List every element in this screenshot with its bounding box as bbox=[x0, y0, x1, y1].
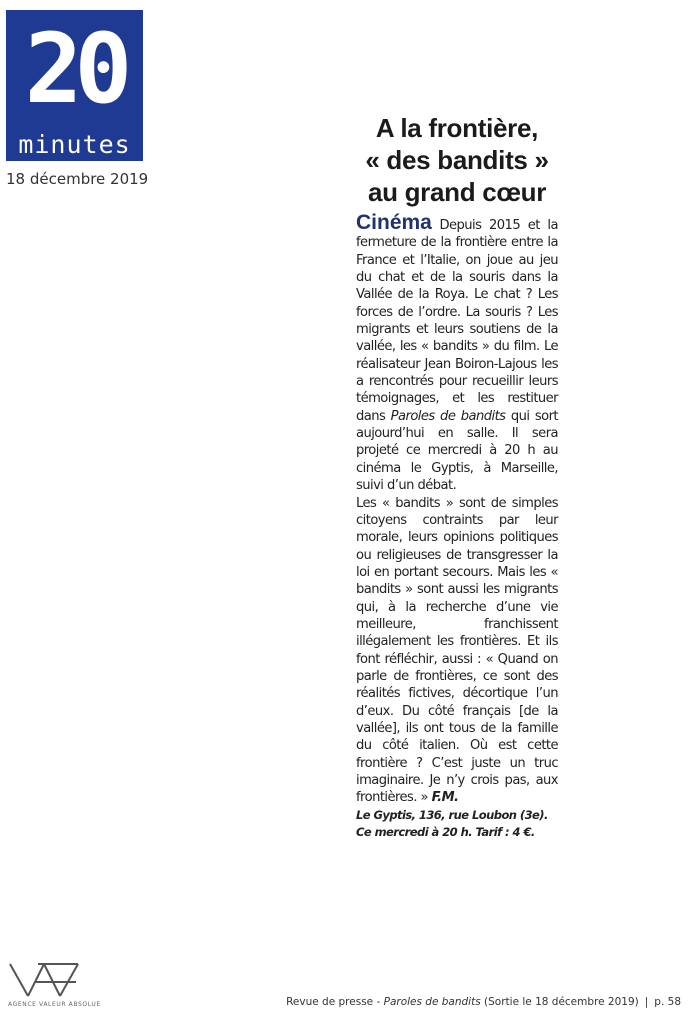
page-number: p. 58 bbox=[654, 996, 681, 1008]
footer-prefix: Revue de presse - bbox=[286, 996, 384, 1008]
paragraph-2 bbox=[356, 495, 558, 807]
paragraph-1-end: qui sort aujourd’hui en salle. Il sera projeté ce mercredi à 20 h au cinéma le Gyptis, à Marseille, suivi d’un débat. bbox=[356, 408, 558, 494]
publication-date: 18 décembre 2019 bbox=[6, 170, 149, 188]
film-title: Paroles de bandits bbox=[390, 408, 506, 424]
article-headline bbox=[356, 112, 558, 208]
page-footer bbox=[286, 996, 681, 1008]
headline-line-3: au grand cœur bbox=[367, 177, 547, 207]
author-signature: F.M. bbox=[431, 790, 459, 806]
paragraph-2-text: Les « bandits » sont de simples citoyens contraints par leur morale, leurs opinions politiques ou religieuses de transgresser la loi en portant secours. Mais les « bandits » sont aussi les migrants qui, à la recherche d’une vie meilleure, franchissent illégalement les frontières. Et ils font réfléchir, aussi : « Quand on parle de frontières, ce sont des réalités fictives, décortique l’un d’eux. Du côté français [de la vallée], ils ont tous de la famille du côté italien. Où est cette frontière ? C’est juste un truc imaginaire. Je n’y crois pas, aux frontières. » bbox=[356, 495, 558, 806]
headline-line-2: « des bandits » bbox=[365, 145, 549, 175]
paragraph-1-start: Depuis 2015 et la fermeture de la frontière entre la France et l’Italie, on joue au jeu du chat et de la souris dans la Vallée de la Roya. Le chat ? Les forces de l’ordre. La souris ? Les migrants et leurs soutiens de la vallée, les « bandits » du film. Le réalisateur Jean Boiron-Lajous les a rencontrés pour recueillir leurs témoignages, et les restituer dans bbox=[356, 218, 558, 424]
logo-word: minutes bbox=[18, 130, 131, 159]
footer-suffix: (Sortie le 18 décembre 2019) bbox=[480, 996, 639, 1008]
agency-logo-icon bbox=[8, 960, 80, 998]
rubric-label: Cinéma bbox=[356, 211, 432, 234]
footer-separator: | bbox=[644, 996, 649, 1008]
20-minutes-logo bbox=[6, 10, 143, 161]
logo-number: 20 bbox=[24, 13, 125, 125]
agency-name: AGENCE VALEUR ABSOLUE bbox=[8, 1001, 101, 1008]
article bbox=[356, 112, 558, 841]
paragraph-1 bbox=[356, 211, 558, 495]
venue-info bbox=[356, 807, 558, 841]
footer-film-title: Paroles de bandits bbox=[383, 996, 481, 1008]
headline-line-1: A la frontière, bbox=[375, 113, 539, 143]
screening-details: Ce mercredi à 20 h. Tarif : 4 €. bbox=[356, 824, 535, 839]
article-body bbox=[356, 211, 558, 841]
venue-address: Le Gyptis, 136, rue Loubon (3e). bbox=[356, 807, 548, 822]
